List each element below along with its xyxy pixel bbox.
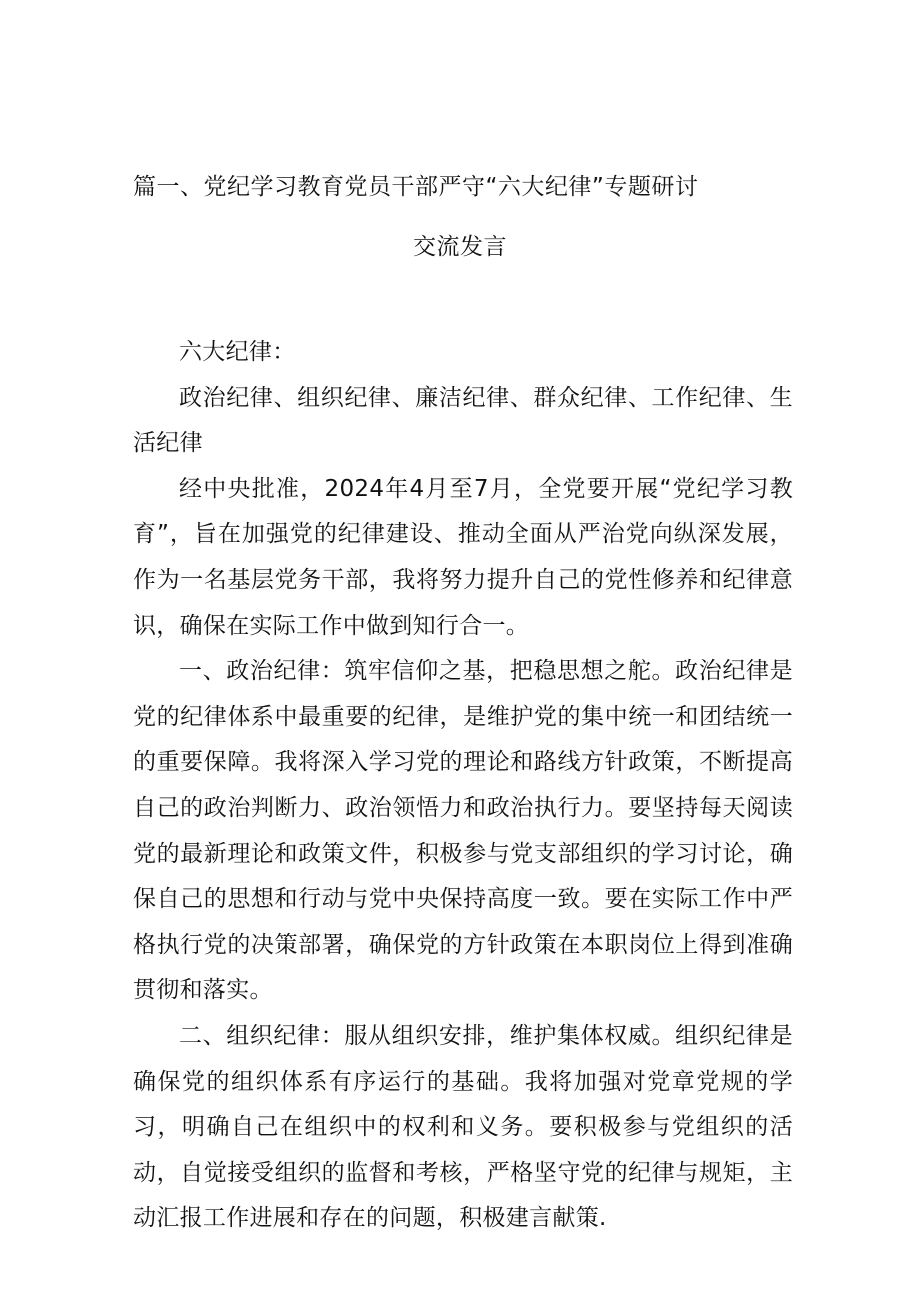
- paragraph-introduction: 经中央批准，2024年4月至7月，全党要开展“党纪学习教育”，旨在加强党的纪律建设、推动全面从严治党向纵深发展，作为一名基层党务干部，我将努力提升自己的党性修养和纪律意识，确保在实际工作中做到知行合一。: [133, 475, 793, 639]
- document-body: [133, 330, 793, 1242]
- paragraph-six-disciplines-heading: 六大纪律：: [179, 339, 296, 365]
- paragraph-organizational-discipline: 二、组织纪律：服从组织安排，维护集体权威。组织纪律是确保党的组织体系有序运行的基础。我将加强对党章党规的学习，明确自己在组织中的权利和义务。要积极参与党组织的活动，自觉接受组织的监督和考核，严格坚守党的纪律与规矩，主动汇报工作进展和存在的问题，积极建言献策.: [133, 1022, 793, 1232]
- paragraph-six-disciplines-list: 政治纪律、组织纪律、廉洁纪律、群众纪律、工作纪律、生活纪律: [133, 384, 793, 457]
- paragraph-political-discipline: 一、政治纪律：筑牢信仰之基，把稳思想之舵。政治纪律是党的纪律体系中最重要的纪律，是维护党的集中统一和团结统一的重要保障。我将深入学习党的理论和路线方针政策，不断提高自己的政治判断力、政治领悟力和政治执行力。要坚持每天阅读党的最新理论和政策文件，积极参与党支部组织的学习讨论，确保自己的思想和行动与党中央保持高度一致。要在实际工作中严格执行党的决策部署，确保党的方针政策在本职岗位上得到准确贯彻和落实。: [133, 658, 793, 1004]
- document-title-line-2: 交流发言: [413, 234, 507, 260]
- document-title-line-1: 篇一、党纪学习教育党员干部严守“六大纪律”专题研讨: [133, 174, 699, 200]
